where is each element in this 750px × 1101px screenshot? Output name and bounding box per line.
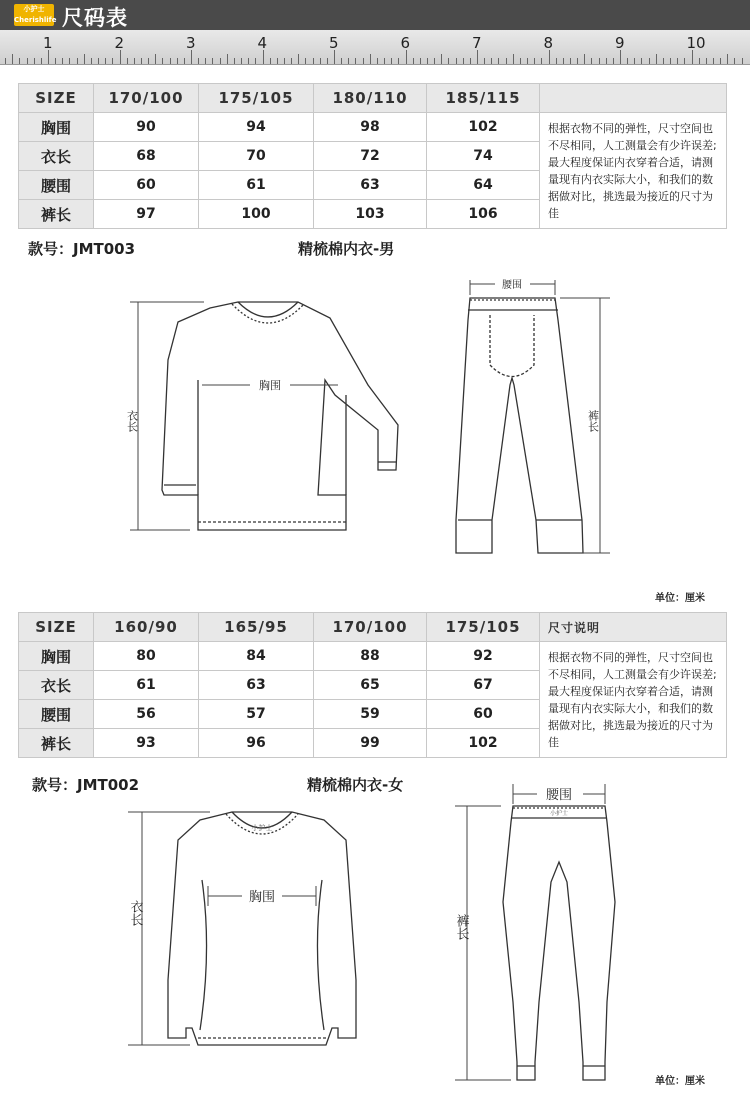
table-cell: 56 <box>94 700 199 729</box>
ruler-tick <box>270 58 271 64</box>
waistband-logo: 小护士 <box>549 810 569 817</box>
men-shirt-diagram <box>120 290 410 540</box>
women-product-name: 精梳棉内衣-女 <box>307 776 404 794</box>
ruler-tick <box>198 58 199 64</box>
ruler-tick <box>613 58 614 64</box>
table-cell: 80 <box>94 642 199 671</box>
ruler-tick <box>91 58 92 64</box>
ruler-tick <box>591 58 592 64</box>
table-cell: 103 <box>314 200 427 229</box>
women-size-table <box>18 612 727 758</box>
ruler-tick <box>277 58 278 64</box>
table-cell: 61 <box>199 171 314 200</box>
ruler-tick <box>456 58 457 64</box>
header-cell <box>540 84 727 113</box>
men-size-table <box>18 83 727 229</box>
row-label: 裤长 <box>19 729 94 758</box>
row-label: 衣长 <box>19 142 94 171</box>
table-cell: 60 <box>94 171 199 200</box>
ruler-tick <box>162 58 163 64</box>
ruler-tick <box>341 58 342 64</box>
ruler-tick <box>370 54 371 64</box>
ruler-tick <box>692 50 693 64</box>
ruler-tick <box>477 50 478 64</box>
table-cell: 63 <box>314 171 427 200</box>
header-cell: 185/115 <box>427 84 540 113</box>
ruler-tick <box>191 50 192 64</box>
ruler-number: 7 <box>472 34 482 52</box>
ruler-tick <box>48 50 49 64</box>
ruler-tick <box>470 58 471 64</box>
brand-logo-sub: Cherishlife <box>14 16 57 24</box>
ruler-tick <box>284 58 285 64</box>
header-cell: 175/105 <box>199 84 314 113</box>
ruler-tick <box>141 58 142 64</box>
ruler-tick <box>155 54 156 64</box>
table-cell: 84 <box>199 642 314 671</box>
table-cell: 99 <box>314 729 427 758</box>
ruler-tick <box>506 58 507 64</box>
table-cell: 100 <box>199 200 314 229</box>
header-cell: 尺寸说明 <box>540 613 727 642</box>
table-cell: 102 <box>427 113 540 142</box>
ruler-tick <box>12 54 13 64</box>
pants-outline <box>503 806 615 1080</box>
ruler-tick <box>599 58 600 64</box>
ruler-tick <box>556 58 557 64</box>
ruler-tick <box>670 58 671 64</box>
table-cell: 96 <box>199 729 314 758</box>
page-title: 尺码表 <box>62 6 128 30</box>
ruler-number: 6 <box>400 34 411 52</box>
ruler-tick <box>41 58 42 64</box>
table-cell: 61 <box>94 671 199 700</box>
table-cell: 70 <box>199 142 314 171</box>
women-style-number: 款号：JMT002 <box>32 776 140 794</box>
ruler-tick <box>27 58 28 64</box>
table-cell: 88 <box>314 642 427 671</box>
table-cell: 59 <box>314 700 427 729</box>
ruler-tick <box>327 58 328 64</box>
ruler-tick <box>427 58 428 64</box>
ruler-tick <box>69 58 70 64</box>
ruler-tick <box>491 58 492 64</box>
pants-outline <box>456 298 583 553</box>
ruler-tick <box>220 58 221 64</box>
table-cell: 68 <box>94 142 199 171</box>
ruler-tick <box>706 58 707 64</box>
brand-logo-text: 小护士 <box>23 5 45 13</box>
ruler-tick <box>727 54 728 64</box>
ruler-tick <box>212 58 213 64</box>
women-table-header <box>19 613 727 642</box>
ruler-tick <box>684 58 685 64</box>
ruler-tick <box>713 58 714 64</box>
ruler <box>0 30 750 65</box>
ruler-number: 4 <box>257 34 268 52</box>
ruler-tick <box>134 58 135 64</box>
ruler-tick <box>463 58 464 64</box>
chest-label: 胸围 <box>248 890 276 905</box>
ruler-tick <box>177 58 178 64</box>
ruler-tick <box>355 58 356 64</box>
ruler-tick <box>384 58 385 64</box>
table-cell: 97 <box>94 200 199 229</box>
header-cell: 180/110 <box>314 84 427 113</box>
ruler-tick <box>641 58 642 64</box>
table-cell: 90 <box>94 113 199 142</box>
ruler-tick <box>98 58 99 64</box>
header-cell: 165/95 <box>199 613 314 642</box>
table-cell: 106 <box>427 200 540 229</box>
ruler-tick <box>699 58 700 64</box>
ruler-tick <box>34 58 35 64</box>
ruler-tick <box>19 58 20 64</box>
size-note: 根据衣物不同的弹性，尺寸空间也不尽相同，人工测量会有少许误差;最大程度保证内衣穿着合适，请测量现有内衣实际大小，和我们的数据做对比，挑选最为接近的尺寸为佳 <box>540 113 727 229</box>
ruler-tick <box>127 58 128 64</box>
ruler-tick <box>584 54 585 64</box>
women-shirt-diagram <box>120 800 380 1080</box>
ruler-tick <box>720 58 721 64</box>
ruler-tick <box>62 58 63 64</box>
ruler-tick <box>234 58 235 64</box>
waist-label: 腰围 <box>502 280 522 291</box>
women-unit-note: 单位：厘米 <box>655 1076 705 1087</box>
ruler-tick <box>77 58 78 64</box>
ruler-tick <box>448 58 449 64</box>
table-cell: 102 <box>427 729 540 758</box>
ruler-tick <box>627 58 628 64</box>
brand-logo <box>14 4 57 26</box>
ruler-tick <box>649 58 650 64</box>
ruler-tick <box>320 58 321 64</box>
table-cell: 64 <box>427 171 540 200</box>
ruler-tick <box>406 50 407 64</box>
ruler-tick <box>634 58 635 64</box>
ruler-tick <box>527 58 528 64</box>
table-cell: 57 <box>199 700 314 729</box>
ruler-tick <box>549 50 550 64</box>
ruler-tick <box>298 54 299 64</box>
ruler-tick <box>334 50 335 64</box>
collar-logo: 小护士 <box>251 824 273 832</box>
ruler-number: 5 <box>329 34 339 52</box>
ruler-tick <box>227 54 228 64</box>
length-label: 衣长 <box>127 900 143 926</box>
ruler-tick <box>577 58 578 64</box>
ruler-tick <box>398 58 399 64</box>
ruler-tick <box>520 58 521 64</box>
ruler-tick <box>484 58 485 64</box>
ruler-tick <box>677 58 678 64</box>
table-cell: 67 <box>427 671 540 700</box>
ruler-tick <box>363 58 364 64</box>
ruler-tick <box>55 58 56 64</box>
men-pants-diagram <box>450 270 620 565</box>
ruler-tick <box>420 58 421 64</box>
header-cell: 160/90 <box>94 613 199 642</box>
ruler-number: 10 <box>686 34 706 52</box>
ruler-tick <box>348 58 349 64</box>
men-table-header <box>19 84 727 113</box>
ruler-tick <box>656 54 657 64</box>
table-cell: 63 <box>199 671 314 700</box>
table-row <box>19 642 727 671</box>
ruler-tick <box>563 58 564 64</box>
ruler-tick <box>170 58 171 64</box>
table-cell: 65 <box>314 671 427 700</box>
row-label: 胸围 <box>19 642 94 671</box>
header-cell: 175/105 <box>427 613 540 642</box>
shirt-outline <box>168 812 356 1045</box>
chest-label: 胸围 <box>259 379 281 392</box>
ruler-tick <box>498 58 499 64</box>
ruler-tick <box>313 58 314 64</box>
ruler-tick <box>663 58 664 64</box>
ruler-tick <box>541 58 542 64</box>
ruler-tick <box>377 58 378 64</box>
pants-length-label: 裤长 <box>586 410 600 432</box>
ruler-number: 1 <box>43 34 53 52</box>
row-label: 腰围 <box>19 700 94 729</box>
row-label: 胸围 <box>19 113 94 142</box>
table-cell: 98 <box>314 113 427 142</box>
men-style-number: 款号：JMT003 <box>28 240 136 258</box>
row-label: 裤长 <box>19 200 94 229</box>
table-cell: 72 <box>314 142 427 171</box>
table-cell: 92 <box>427 642 540 671</box>
ruler-tick <box>184 58 185 64</box>
ruler-number: 2 <box>114 34 125 52</box>
table-row <box>19 113 727 142</box>
size-note: 根据衣物不同的弹性，尺寸空间也不尽相同，人工测量会有少许误差;最大程度保证内衣穿着合适，请测量现有内衣实际大小，和我们的数据做对比，挑选最为接近的尺寸为佳 <box>540 642 727 758</box>
ruler-tick <box>534 58 535 64</box>
men-product-name: 精梳棉内衣-男 <box>298 240 395 258</box>
header-bar <box>0 0 750 30</box>
ruler-tick <box>434 58 435 64</box>
header-cell: SIZE <box>19 84 94 113</box>
ruler-tick <box>291 58 292 64</box>
ruler-tick <box>148 58 149 64</box>
ruler-tick <box>205 58 206 64</box>
header-cell: 170/100 <box>314 613 427 642</box>
ruler-tick <box>305 58 306 64</box>
ruler-tick <box>112 58 113 64</box>
ruler-tick <box>391 58 392 64</box>
header-cell: SIZE <box>19 613 94 642</box>
row-label: 衣长 <box>19 671 94 700</box>
length-label: 衣长 <box>125 410 139 432</box>
header-cell: 170/100 <box>94 84 199 113</box>
ruler-tick <box>263 50 264 64</box>
ruler-tick <box>413 58 414 64</box>
ruler-tick <box>84 54 85 64</box>
table-cell: 93 <box>94 729 199 758</box>
men-unit-note: 单位：厘米 <box>655 593 705 604</box>
ruler-tick <box>241 58 242 64</box>
ruler-number: 9 <box>615 34 625 52</box>
table-cell: 60 <box>427 700 540 729</box>
ruler-tick <box>513 54 514 64</box>
ruler-tick <box>120 50 121 64</box>
ruler-tick <box>620 50 621 64</box>
ruler-tick <box>105 58 106 64</box>
table-cell: 94 <box>199 113 314 142</box>
women-pants-diagram <box>445 782 625 1087</box>
ruler-tick <box>5 58 6 64</box>
pants-length-label: 裤长 <box>453 914 469 940</box>
ruler-tick <box>255 58 256 64</box>
ruler-number: 8 <box>543 34 554 52</box>
table-cell: 74 <box>427 142 540 171</box>
ruler-tick <box>248 58 249 64</box>
ruler-tick <box>606 58 607 64</box>
ruler-tick <box>734 58 735 64</box>
ruler-number: 3 <box>186 34 196 52</box>
waist-label: 腰围 <box>545 788 573 803</box>
row-label: 腰围 <box>19 171 94 200</box>
ruler-tick <box>570 58 571 64</box>
ruler-tick <box>742 58 743 64</box>
ruler-tick <box>441 54 442 64</box>
